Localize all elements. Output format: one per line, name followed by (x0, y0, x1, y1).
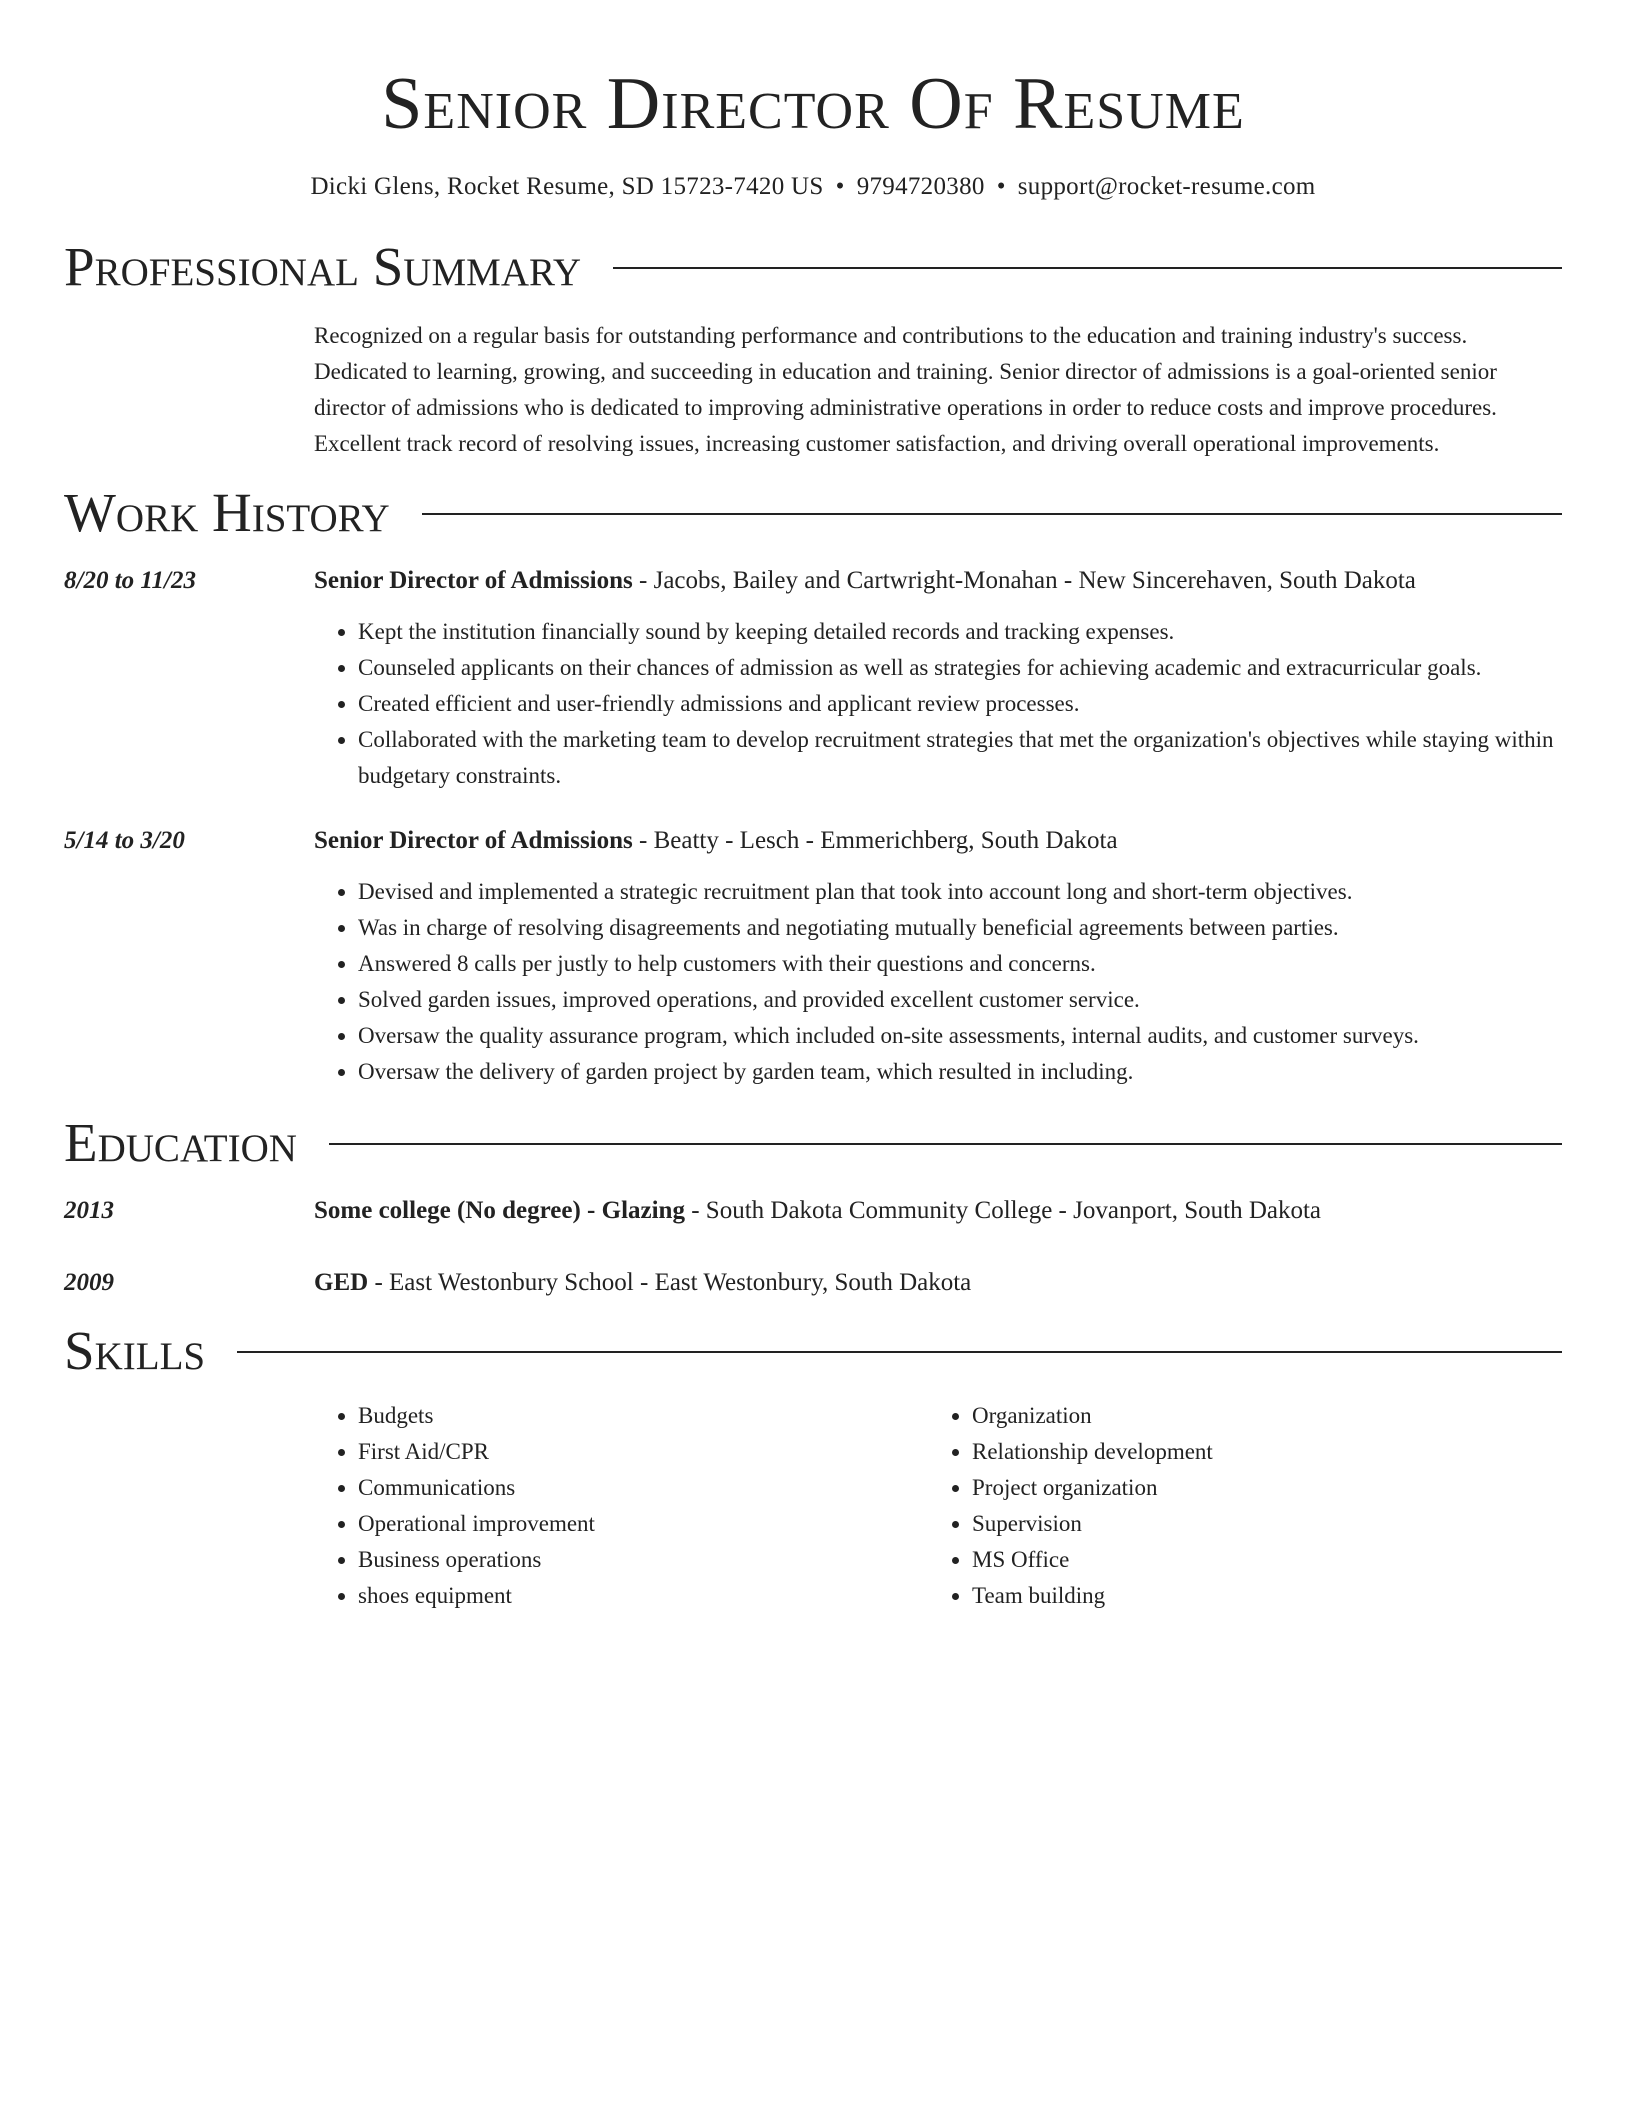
job-bullet: • Created efficient and user-friendly admissions and applicant review processes. (358, 686, 1562, 722)
education-degree: GED (314, 1269, 369, 1296)
job-bullet: • Counseled applicants on their chances of admission as well as strategies for achieving academic and extracurricular goals. (358, 650, 1562, 686)
skill-item: • Communications (358, 1470, 928, 1506)
job-bullets (314, 874, 1562, 1090)
section-divider (237, 1351, 1562, 1353)
education-entry (64, 1266, 1562, 1300)
skill-item: • shoes equipment (358, 1578, 928, 1614)
skills-section-header (64, 1320, 1562, 1382)
contact-phone: 9794720380 (856, 173, 985, 200)
job-bullet: • Devised and implemented a strategic recruitment plan that took into account long and short-term objectives. (358, 874, 1562, 910)
skills-column-left (314, 1398, 928, 1614)
skill-item: • Organization (972, 1398, 1542, 1434)
job-bullet: • Oversaw the delivery of garden project by garden team, which resulted in including. (358, 1054, 1562, 1090)
work-section-header (64, 482, 1562, 544)
contact-address: Dicki Glens, Rocket Resume, SD 15723-7420 US (310, 173, 824, 200)
education-entry (64, 1194, 1562, 1228)
resume-name: Senior Director Of Resume (381, 63, 1245, 145)
job-bullet: • Kept the institution financially sound by keeping detailed records and tracking expenses. (358, 614, 1562, 650)
education-details (314, 1266, 1562, 1300)
job-bullet: • Collaborated with the marketing team to develop recruitment strategies that met the organization's objectives while staying within budgetary constraints. (358, 722, 1562, 794)
education-degree: Some college (No degree) - Glazing (314, 1197, 685, 1224)
skill-item: • Budgets (358, 1398, 928, 1434)
skills-section-title: Skills (64, 1320, 206, 1381)
resume-page (64, 0, 1562, 1614)
summary-text: Recognized on a regular basis for outstanding performance and contributions to the education and training industry's success. Dedicated to learning, growing, and succeeding in education and training. Senior director of admissions is a goal-oriented senior director of admissions who is dedicated to improving administrative operations in order to reduce costs and improve procedures. Excellent track record of resolving issues, increasing customer satisfaction, and driving overall operational improvements. (314, 323, 1497, 456)
job-bullets (314, 614, 1562, 794)
contact-email: support@rocket-resume.com (1017, 173, 1316, 200)
job-title-line (314, 824, 1562, 858)
job-body (314, 824, 1562, 1090)
skill-item: • Supervision (972, 1506, 1542, 1542)
skill-item: • Relationship development (972, 1434, 1542, 1470)
contact-separator: • (996, 173, 1006, 200)
summary-section-header (64, 236, 1562, 298)
skills-list (314, 1398, 928, 1614)
job-title-line (314, 564, 1562, 598)
summary-section-title: Professional Summary (64, 236, 582, 297)
job-bullet: • Oversaw the quality assurance program, which included on-site assessments, internal audits, and customer surveys. (358, 1018, 1562, 1054)
education-school: - East Westonbury School - East Westonbury, South Dakota (368, 1269, 972, 1296)
work-section-title: Work History (64, 482, 390, 543)
skill-item: • Operational improvement (358, 1506, 928, 1542)
skill-item: • First Aid/CPR (358, 1434, 928, 1470)
job-role: Senior Director of Admissions (314, 827, 633, 854)
job-entry (64, 564, 1562, 794)
contact-line (64, 172, 1562, 202)
job-dates: 8/20 to 11/23 (64, 567, 196, 594)
job-bullet: • Answered 8 calls per justly to help customers with their questions and concerns. (358, 946, 1562, 982)
skills-column-right (928, 1398, 1542, 1614)
job-employer: - Beatty - Lesch - Emmerichberg, South Dakota (632, 827, 1118, 854)
education-school: - South Dakota Community College - Jovanport, South Dakota (684, 1197, 1322, 1224)
section-divider (422, 513, 1562, 515)
skill-item: • Team building (972, 1578, 1542, 1614)
education-year: 2013 (64, 1197, 114, 1224)
skills-grid (314, 1398, 1562, 1614)
contact-separator: • (835, 173, 845, 200)
section-divider (329, 1143, 1562, 1145)
skills-list (928, 1398, 1542, 1614)
education-section-header (64, 1112, 1562, 1174)
education-section-title: Education (64, 1112, 297, 1173)
job-employer: - Jacobs, Bailey and Cartwright-Monahan - New Sincerehaven, South Dakota (632, 567, 1416, 594)
job-role: Senior Director of Admissions (314, 567, 633, 594)
skill-item: • Business operations (358, 1542, 928, 1578)
education-details (314, 1194, 1562, 1228)
job-body (314, 564, 1562, 794)
skill-item: • MS Office (972, 1542, 1542, 1578)
education-year: 2009 (64, 1269, 114, 1296)
skill-item: • Project organization (972, 1470, 1542, 1506)
job-bullet: • Solved garden issues, improved operations, and provided excellent customer service. (358, 982, 1562, 1018)
job-entry (64, 824, 1562, 1090)
section-divider (613, 267, 1562, 269)
job-dates: 5/14 to 3/20 (64, 827, 185, 854)
job-bullet: • Was in charge of resolving disagreements and negotiating mutually beneficial agreements between parties. (358, 910, 1562, 946)
